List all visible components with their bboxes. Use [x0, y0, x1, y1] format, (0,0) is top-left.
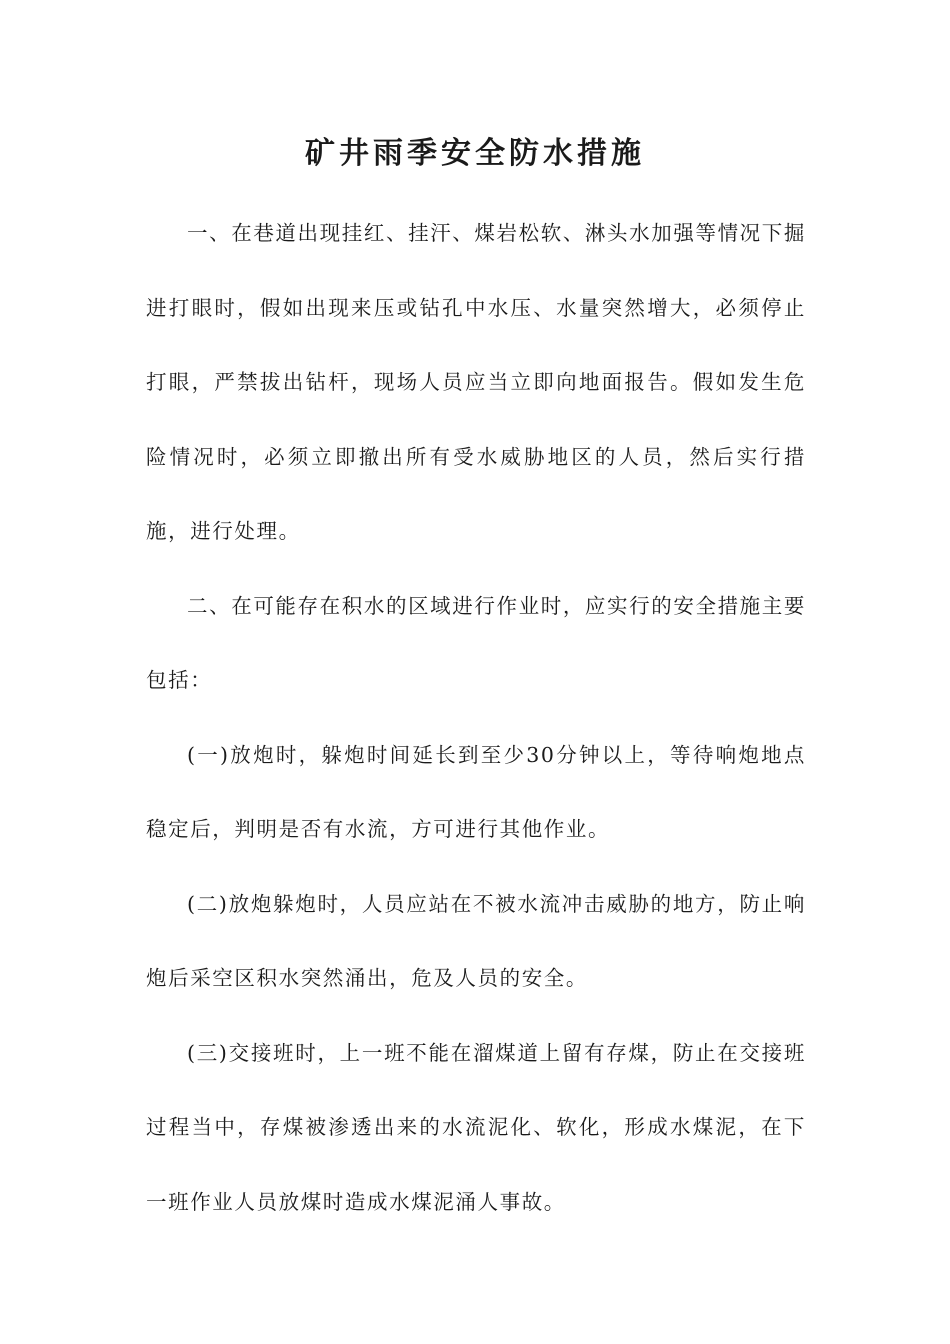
paragraph-3: (一)放炮时，躲炮时间延长到至少30分钟以上，等待响炮地点稳定后，判明是否有水流，方可进行其他作业。: [146, 742, 806, 841]
paragraph-2: 二、在可能存在积水的区域进行作业时，应实行的安全措施主要包括：: [146, 593, 806, 692]
paragraph-5: (三)交接班时，上一班不能在溜煤道上留有存煤，防止在交接班过程当中，存煤被渗透出来的水流泥化、软化，形成水煤泥，在下一班作业人员放煤时造成水煤泥涌人事故。: [146, 1040, 806, 1214]
paragraph-1: 一、在巷道出现挂红、挂汗、煤岩松软、淋头水加强等情况下掘进打眼时，假如出现来压或钻孔中水压、水量突然增大，必须停止打眼，严禁拔出钻杆，现场人员应当立即向地面报告。假如发生危险情况时，必须立即撤出所有受水威胁地区的人员，然后实行措施，进行处理。: [146, 221, 806, 543]
document-title: 矿井雨季安全防水措施: [305, 136, 645, 171]
paragraph-4: (二)放炮躲炮时，人员应站在不被水流冲击威胁的地方，防止响炮后采空区积水突然涌出，危及人员的安全。: [146, 891, 806, 990]
document-body: [146, 196, 806, 1239]
